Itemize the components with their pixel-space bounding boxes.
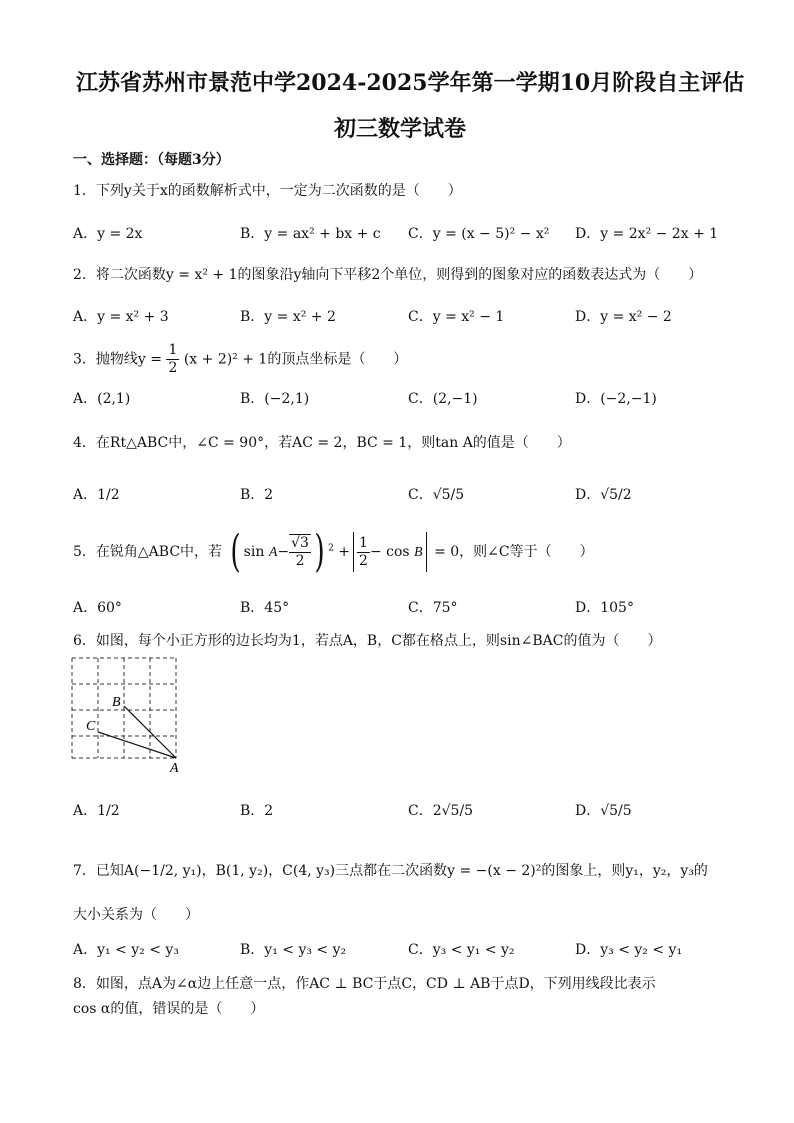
q6-option-d: D．√5/5 (575, 803, 632, 819)
q2-stem: 2．将二次函数y = x² + 1的图象沿y轴向下平移2个单位，则得到的图象对应的函数表达式为（ ） (73, 267, 703, 283)
q3-stem-post: (x + 2)² + 1的顶点坐标是（ ） (183, 351, 408, 368)
q6-option-a: A．1/2 (73, 803, 120, 819)
q4-option-a: A．1/2 (73, 487, 120, 503)
q6-option-c: C．2√5/5 (408, 803, 474, 819)
title-line-1: 江苏省苏州市景范中学2024-2025学年第一学期10月阶段自主评估 (76, 70, 745, 96)
q5-option-d: D．105° (575, 600, 634, 616)
q4-option-d: D．√5/2 (575, 487, 632, 503)
q2-option-b: B．y = x² + 2 (240, 309, 336, 325)
q3-fraction (166, 342, 179, 377)
section-heading: 一、选择题：（每题3分） (73, 152, 230, 168)
q7-option-d: D．y₃ < y₂ < y₁ (575, 942, 683, 958)
q7-stem-line-1: 7．已知A(−1/2, y₁)，B(1, y₂)，C(4, y₃)三点都在二次函数y = −(x − 2)²的图象上，则y₁，y₂，y₃的 (73, 863, 708, 879)
q3-stem-pre: 3．抛物线y = (73, 351, 162, 368)
q7-option-b: B．y₁ < y₃ < y₂ (240, 942, 347, 958)
q1-option-a: A．y = 2x (73, 226, 143, 242)
q7-option-a: A．y₁ < y₂ < y₃ (73, 942, 179, 958)
q3-option-a: A．(2,1) (73, 391, 131, 407)
point-c-label: C (86, 719, 96, 734)
q3-option-c: C．(2,−1) (408, 391, 478, 407)
q1-stem: 1．下列y关于x的函数解析式中，一定为二次函数的是（ ） (73, 183, 462, 199)
q4-option-c: C．√5/5 (408, 487, 465, 503)
q6-stem: 6．如图，每个小正方形的边长均为1，若点A，B，C都在格点上，则sin∠BAC的值为（ ） (73, 633, 662, 649)
q2-option-c: C．y = x² − 1 (408, 309, 505, 325)
q8-stem-line-2: cos α的值，错误的是（ ） (73, 1001, 265, 1017)
q5-option-c: C．75° (408, 600, 458, 616)
q8-stem-line-1: 8．如图，点A为∠α边上任意一点，作AC ⊥ BC于点C，CD ⊥ AB于点D，下列用线段比表示 (73, 976, 656, 992)
q7-stem-line-2: 大小关系为（ ） (73, 907, 199, 923)
q3-option-d: D．(−2,−1) (575, 391, 657, 407)
q5-stem-pre: 5．在锐角△ABC中，若 (73, 544, 223, 560)
q3-frac-den: 2 (168, 360, 178, 376)
q1-option-d: D．y = 2x² − 2x + 1 (575, 226, 719, 242)
q4-stem: 4．在Rt△ABC中，∠C = 90°，若AC = 2，BC = 1，则tan A的值是（ ） (73, 435, 571, 451)
q3-frac-num: 1 (168, 342, 178, 358)
q6-option-b: B．2 (240, 803, 274, 819)
q1-option-b: B．y = ax² + bx + c (240, 226, 381, 242)
point-a-label: A (170, 761, 179, 774)
q2-option-d: D．y = x² − 2 (575, 309, 672, 325)
q3-option-b: B．(−2,1) (240, 391, 310, 407)
q2-option-a: A．y = x² + 3 (73, 309, 169, 325)
q1-option-c: C．y = (x − 5)² − x² (408, 226, 550, 242)
q6-grid-figure (68, 654, 188, 774)
q3-stem (73, 342, 407, 377)
q5-stem-post: = 0，则∠C等于（ ） (434, 544, 594, 560)
title-line-2: 初三数学试卷 (334, 116, 467, 142)
q4-option-b: B．2 (240, 487, 274, 503)
q7-option-c: C．y₃ < y₁ < y₂ (408, 942, 515, 958)
q5-stem: 5．在锐角△ABC中，若 ( sin A− $\frac{√3}{2}$ ) $^2$ + $\frac{1}{2}$ − cos B = 0，则∠C等于（ ） (73, 526, 594, 577)
q5-option-a: A．60° (73, 600, 122, 616)
point-b-label: B (112, 695, 121, 710)
q5-option-b: B．45° (240, 600, 290, 616)
